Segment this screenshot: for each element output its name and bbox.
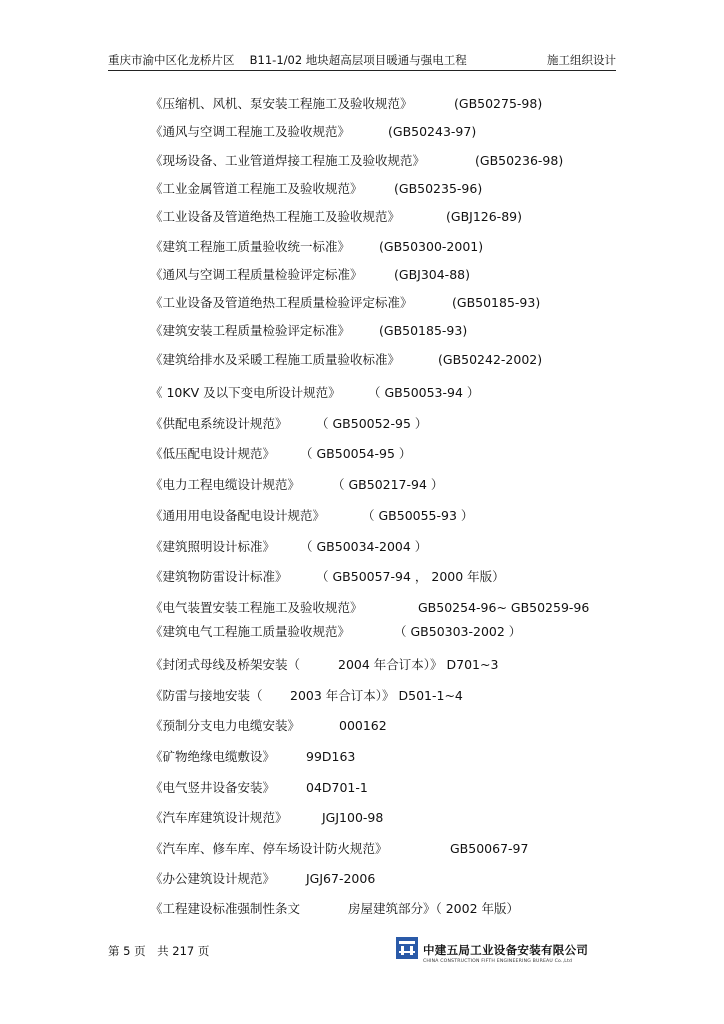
list-item xyxy=(150,657,499,673)
list-item xyxy=(150,181,483,197)
standard-title: 《预制分支电力电缆安装》 xyxy=(150,718,301,733)
list-item xyxy=(150,239,484,255)
standard-title: 《建筑照明设计标准》 xyxy=(150,539,276,554)
standard-code: 99D163 xyxy=(306,749,356,764)
standard-title: 《供配电系统设计规范》 xyxy=(150,416,288,431)
list-item xyxy=(150,352,543,368)
standard-title: 《建筑安装工程质量检验评定标准》 xyxy=(150,323,351,338)
list-item xyxy=(150,323,468,339)
standard-title: 《建筑物防雷设计标准》 xyxy=(150,569,288,584)
list-item xyxy=(150,153,564,169)
list-item xyxy=(150,416,428,432)
list-item xyxy=(150,624,522,640)
list-item xyxy=(150,124,477,140)
list-item xyxy=(150,446,412,462)
list-item xyxy=(150,688,463,704)
list-item xyxy=(150,539,428,555)
list-item xyxy=(150,810,384,826)
standard-code: （ GB50052-95 ） xyxy=(316,416,428,431)
standard-code: （ GB50055-93 ） xyxy=(362,508,474,523)
standard-title: 《压缩机、风机、泵安装工程施工及验收规范》 xyxy=(150,96,413,111)
list-item xyxy=(150,749,356,765)
standard-code: （ GB50053-94 ） xyxy=(368,385,480,400)
standard-title: 《建筑给排水及采暖工程施工质量验收标准》 xyxy=(150,352,401,367)
list-item xyxy=(150,477,444,493)
standard-title: 《工业金属管道工程施工及验收规范》 xyxy=(150,181,363,196)
standard-title: 《电力工程电缆设计规范》 xyxy=(150,477,301,492)
list-item xyxy=(150,780,368,796)
standard-title: 《电气竖井设备安装》 xyxy=(150,780,276,795)
standard-code: （ GB50217-94 ） xyxy=(332,477,444,492)
standard-code: （ GB50057-94 ， 2000 年版） xyxy=(316,569,505,584)
list-item xyxy=(150,841,529,857)
standard-title: 《通用用电设备配电设计规范》 xyxy=(150,508,326,523)
standard-title: 《工程建设标准强制性条文 xyxy=(150,901,301,916)
standard-code: (GBJ304-88) xyxy=(394,267,470,282)
standard-title: 《电气装置安装工程施工及验收规范》 xyxy=(150,600,363,615)
standard-title: 《 10KV 及以下变电所设计规范》 xyxy=(150,385,341,400)
list-item xyxy=(150,569,505,585)
standard-title: 《现场设备、工业管道焊接工程施工及验收规范》 xyxy=(150,153,426,168)
standard-title: 《矿物绝缘电缆敷设》 xyxy=(150,749,276,764)
standard-title: 《建筑电气工程施工质量验收规范》 xyxy=(150,624,351,639)
standard-code: (GB50300-2001) xyxy=(379,239,484,254)
standard-title: 《办公建筑设计规范》 xyxy=(150,871,276,886)
list-item xyxy=(150,267,470,283)
standard-code: (GB50185-93) xyxy=(379,323,468,338)
standard-code: (GB50236-98) xyxy=(475,153,564,168)
company-name-english: CHINA CONSTRUCTION FIFTH ENGINEERING BUREAU Co.,Ltd xyxy=(423,959,573,964)
standard-title: 《通风与空调工程质量检验评定标准》 xyxy=(150,267,363,282)
header-document-type: 施工组织设计 xyxy=(547,53,616,67)
standard-code: JGJ67-2006 xyxy=(306,871,376,886)
standard-code: (GB50243-97) xyxy=(388,124,477,139)
standard-code: (GB50185-93) xyxy=(452,295,541,310)
standard-code: （ GB50054-95 ） xyxy=(300,446,412,461)
list-item xyxy=(150,209,522,225)
standard-title: 《建筑工程施工质量验收统一标准》 xyxy=(150,239,351,254)
standard-code: (GB50275-98) xyxy=(454,96,543,111)
standard-code: 04D701-1 xyxy=(306,780,368,795)
standard-title: 《低压配电设计规范》 xyxy=(150,446,276,461)
standard-code: (GBJ126-89) xyxy=(446,209,522,224)
standard-code: 2004 年合订本）》 D701~3 xyxy=(338,657,499,672)
standard-code: GB50254-96~ GB50259-96 xyxy=(418,600,590,615)
list-item xyxy=(150,385,480,401)
standard-title: 《封闭式母线及桥架安装（ xyxy=(150,657,301,672)
standard-title: 《汽车库、修车库、停车场设计防火规范》 xyxy=(150,841,388,856)
page-number: 第 5 页 共 217 页 xyxy=(108,944,210,958)
standard-code: （ GB50034-2004 ） xyxy=(300,539,428,554)
standard-title: 《工业设备及管道绝热工程施工及验收规范》 xyxy=(150,209,401,224)
list-item xyxy=(150,871,376,887)
standard-code: GB50067-97 xyxy=(450,841,529,856)
standard-title: 《工业设备及管道绝热工程质量检验评定标准》 xyxy=(150,295,413,310)
standard-title: 《防雷与接地安装（ xyxy=(150,688,263,703)
list-item xyxy=(150,508,474,524)
standard-code: JGJ100-98 xyxy=(322,810,384,825)
list-item xyxy=(150,96,543,112)
list-item xyxy=(150,901,520,917)
standard-code: （ GB50303-2002 ） xyxy=(394,624,522,639)
list-item xyxy=(150,295,541,311)
company-logo xyxy=(396,937,418,959)
list-item xyxy=(150,718,387,734)
standard-title: 《汽车库建筑设计规范》 xyxy=(150,810,288,825)
standard-title: 《通风与空调工程施工及验收规范》 xyxy=(150,124,351,139)
standard-code: 000162 xyxy=(339,718,387,733)
standard-code: 房屋建筑部分》（ 2002 年版） xyxy=(348,901,520,916)
header-project-title: 重庆市渝中区化龙桥片区 B11-1/02 地块超高层项目暖通与强电工程 xyxy=(108,53,467,67)
company-name: 中建五局工业设备安装有限公司 xyxy=(423,943,589,957)
standard-code: 2003 年合订本）》 D501-1~4 xyxy=(290,688,463,703)
standard-code: (GB50242-2002) xyxy=(438,352,543,367)
standard-code: (GB50235-96) xyxy=(394,181,483,196)
list-item xyxy=(150,600,590,616)
